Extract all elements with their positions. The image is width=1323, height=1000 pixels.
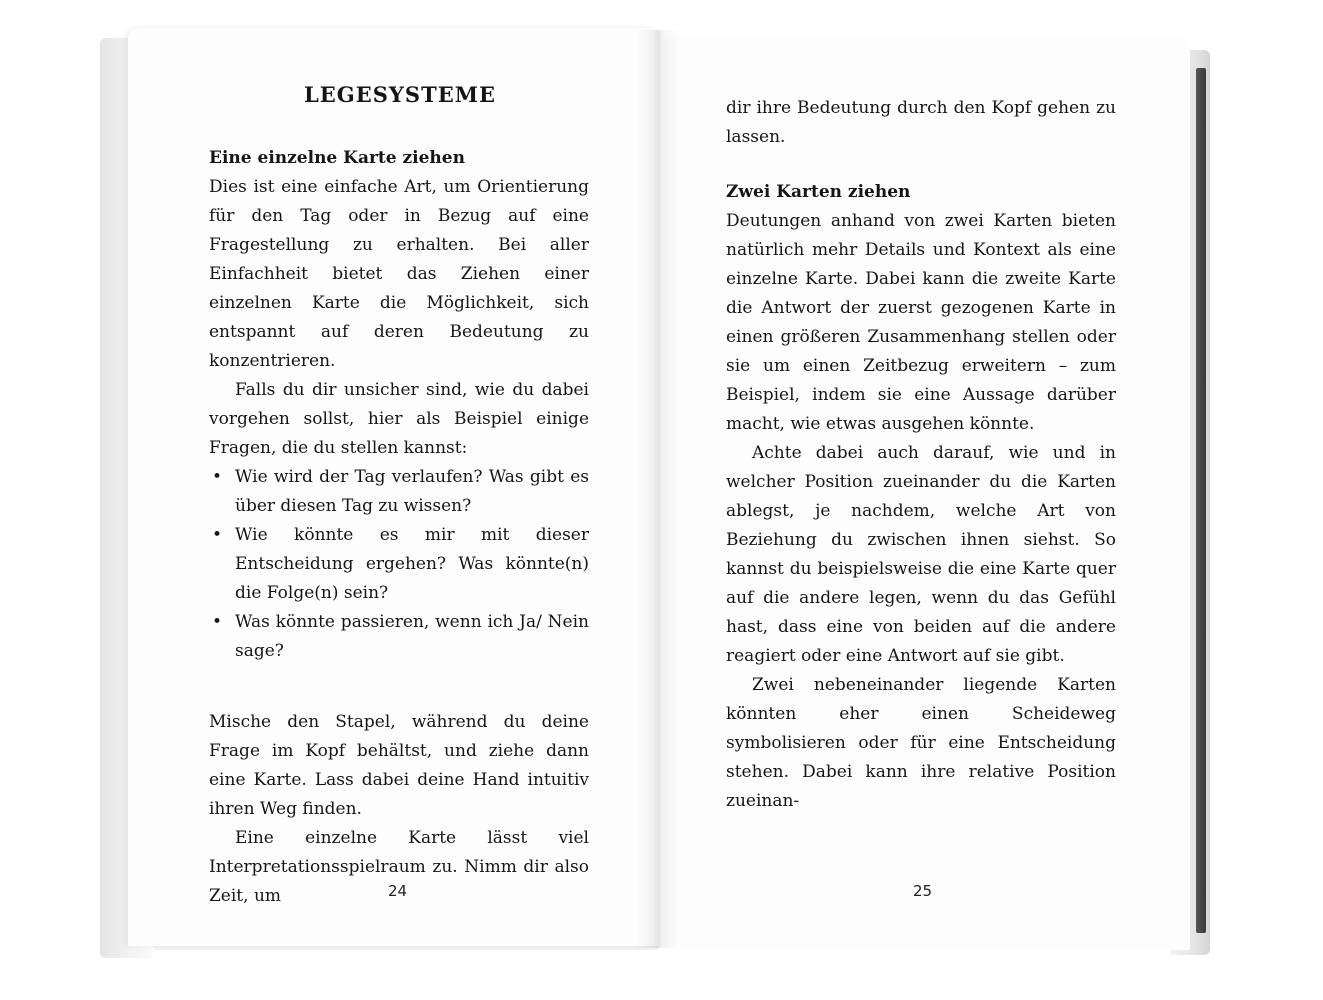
right-paragraph-2: Achte dabei auch darauf, wie und in welcher Position zueinander du die Karten ablegst, je nachdem, welche Art von Beziehung du zwischen ihnen siehst. So kannst du beispielsweise die eine Karte quer auf die andere legen, wenn du das Gefühl hast, dass eine von beiden auf die andere reagiert oder eine Antwort auf sie gibt.: [726, 443, 1116, 666]
left-paragraph-1: Dies ist eine einfache Art, um Orientierung für den Tag oder in Bezug auf eine Fragestellung zu erhalten. Bei aller Einfachheit bietet das Ziehen einer einzelnen Karte die Möglichkeit, sich entspannt auf deren Bedeutung zu konzentrieren.: [209, 177, 589, 371]
right-paragraph-3: Zwei nebeneinander liegende Karten könnten eher einen Scheideweg symbolisieren oder für eine Entscheidung stehen. Dabei kann ihre relative Position zueinan-: [726, 675, 1116, 811]
chapter-title: LEGESYSTEME: [304, 82, 496, 107]
section-heading-two-cards: Zwei Karten ziehen: [726, 182, 911, 202]
list-item-text: Wie könnte es mir mit dieser Entscheidung ergehen? Was könnte(n) die Folge(n) sein?: [235, 525, 589, 603]
list-item: [209, 463, 589, 521]
question-list: [209, 463, 589, 666]
book-cover-edge: [1196, 68, 1206, 933]
right-continuation: dir ihre Bedeutung durch den Kopf gehen zu lassen.: [726, 98, 1116, 147]
left-paragraph-4: Eine einzelne Karte lässt viel Interpretationsspielraum zu. Nimm dir also Zeit, um: [209, 828, 589, 906]
list-item-text: Was könnte passieren, wenn ich Ja/ Nein sage?: [235, 612, 589, 661]
list-item-text: Wie wird der Tag verlaufen? Was gibt es über diesen Tag zu wissen?: [235, 467, 589, 516]
section-heading-single-card: Eine einzelne Karte ziehen: [209, 148, 465, 168]
right-paragraph-1: Deutungen anhand von zwei Karten bieten natürlich mehr Details und Kontext als eine einzelne Karte. Dabei kann die zweite Karte die Antwort der zuerst gezogenen Karte in einen größeren Zusammenhang stellen oder sie um einen Zeitbezug erweitern – zum Beispiel, indem sie eine Aussage darüber macht, wie etwas ausgehen könnte.: [726, 211, 1116, 434]
list-item: [209, 521, 589, 608]
left-page-text: [209, 144, 589, 911]
left-paragraph-2: Falls du dir unsicher sind, wie du dabei vorgehen sollst, hier als Beispiel einige Fragen, die du stellen kannst:: [209, 380, 589, 458]
page-number-right: 25: [913, 882, 933, 900]
bullet-icon: •: [212, 525, 223, 545]
list-item: [209, 608, 589, 666]
right-page-text: [726, 94, 1116, 816]
left-paragraph-3: Mische den Stapel, während du deine Frage im Kopf behältst, und ziehe dann eine Karte. Lass dabei deine Hand intuitiv ihren Weg finden.: [209, 712, 589, 819]
bullet-icon: •: [212, 612, 223, 632]
page-number-left: 24: [388, 882, 408, 900]
bullet-icon: •: [212, 467, 223, 487]
book-gutter: [636, 30, 680, 948]
